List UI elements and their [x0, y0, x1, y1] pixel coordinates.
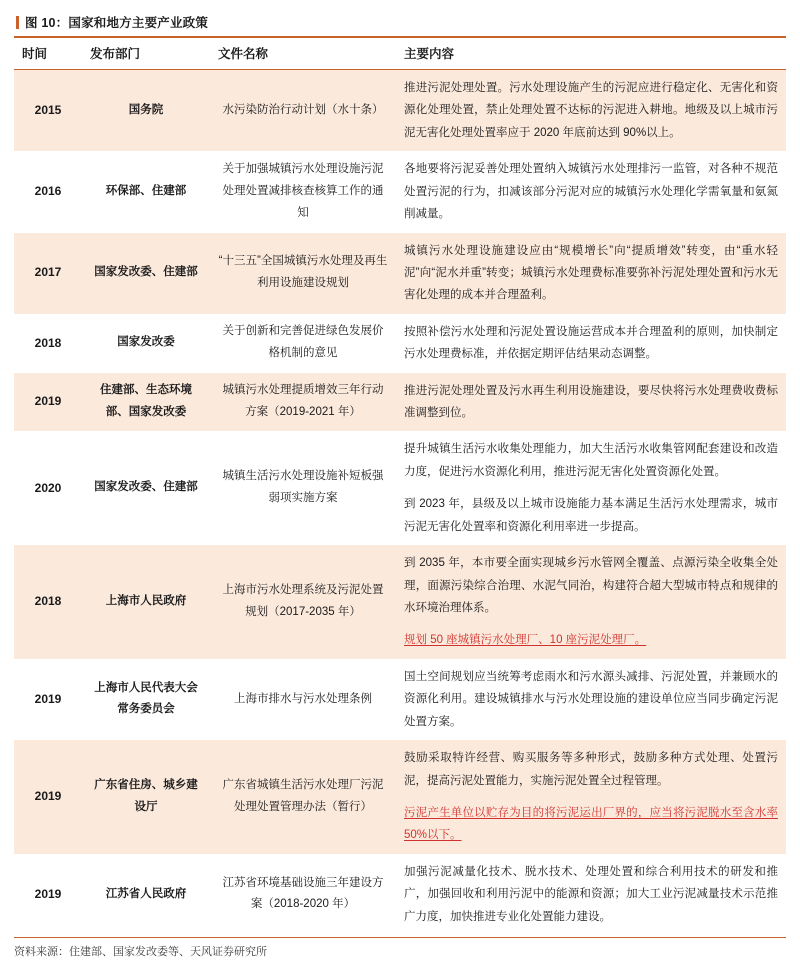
content-paragraph: 城镇污水处理设施建设应由“规模增长”向“提质增效”转变，由“重水轻泥”向“泥水并重”转变；城镇污水处理费标准要弥补污泥处理处置和污水无害化处理的成本并合理盈利。	[404, 244, 778, 302]
figure-title	[14, 10, 786, 38]
cell-content	[396, 70, 786, 152]
cell-content	[396, 854, 786, 935]
cell-department: 上海市人民政府	[82, 545, 210, 659]
cell-file-name: 城镇生活污水处理设施补短板强弱项实施方案	[210, 431, 396, 545]
content-paragraph: 鼓励采取特许经营、购买服务等多种形式，鼓励多种方式处理、处置污泥，提高污泥处置能力，实施污泥处置全过程管理。	[404, 752, 778, 787]
cell-department: 国家发改委、住建部	[82, 431, 210, 545]
content-paragraph: 到 2035 年，本市要全面实现城乡污水管网全覆盖、点源污染全收集全处理，面源污染综合治理、水泥气同治，构建符合超大型城市特点和规律的水环境治理体系。	[404, 557, 778, 615]
cell-time: 2015	[14, 70, 82, 152]
content-paragraph: 各地要将污泥妥善处理处置纳入城镇污水处理排污一监管，对各种不规范处置污泥的行为，扣减该部分污泥对应的城镇污水处理化学需氧量和氨氮削减量。	[404, 163, 778, 221]
content-paragraph: 提升城镇生活污水收集处理能力，加大生活污水收集管网配套建设和改造力度，促进污水资源化利用，推进污泥无害化处置资源化处置。	[404, 443, 778, 478]
content-paragraph: 国土空间规划应当统筹考虑雨水和污水源头减排、污泥处置，并兼顾水的资源化利用。建设城镇排水与污水处理设施的建设单位应当同步确定污泥处置方案。	[404, 670, 778, 728]
policy-table	[14, 38, 786, 935]
cell-content	[396, 431, 786, 545]
cell-file-name: 江苏省环境基础设施三年建设方案（2018-2020 年）	[210, 854, 396, 935]
cell-department: 广东省住房、城乡建设厅	[82, 740, 210, 854]
cell-file-name: 水污染防治行动计划（水十条）	[210, 70, 396, 152]
cell-time: 2020	[14, 431, 82, 545]
table-row	[14, 373, 786, 432]
content-paragraph: 推进污泥处理处置及污水再生利用设施建设，要尽快将污水处理费收费标准调整到位。	[404, 384, 778, 420]
cell-department: 国家发改委	[82, 314, 210, 373]
column-header-time: 时间	[14, 38, 82, 70]
cell-department: 江苏省人民政府	[82, 854, 210, 935]
cell-time: 2019	[14, 740, 82, 854]
table-row	[14, 854, 786, 935]
cell-department: 国务院	[82, 70, 210, 152]
column-header-content: 主要内容	[396, 38, 786, 70]
cell-time: 2016	[14, 151, 82, 232]
cell-content	[396, 373, 786, 432]
cell-department: 国家发改委、住建部	[82, 233, 210, 314]
cell-time: 2018	[14, 314, 82, 373]
column-header-department: 发布部门	[82, 38, 210, 70]
table-row	[14, 151, 786, 232]
table-row	[14, 740, 786, 854]
cell-content	[396, 545, 786, 659]
cell-content	[396, 314, 786, 373]
table-header-row	[14, 38, 786, 70]
content-highlight-paragraph: 规划 50 座城镇污水处理厂、10 座污泥处理厂。	[404, 634, 647, 647]
cell-file-name: 关于创新和完善促进绿色发展价格机制的意见	[210, 314, 396, 373]
content-paragraph: 加强污泥减量化技术、脱水技术、处理处置和综合利用技术的研发和推广，加强回收和利用污泥中的能源和资源；加大工业污泥减量技术示范推广力度，加快推进专业化处置能力建设。	[404, 865, 778, 923]
cell-content	[396, 740, 786, 854]
cell-time: 2019	[14, 373, 82, 432]
cell-file-name: “十三五”全国城镇污水处理及再生利用设施建设规划	[210, 233, 396, 314]
cell-file-name: 关于加强城镇污水处理设施污泥处理处置减排核查核算工作的通知	[210, 151, 396, 232]
cell-file-name: 城镇污水处理提质增效三年行动方案（2019-2021 年）	[210, 373, 396, 432]
title-accent-bar	[16, 16, 19, 29]
table-row	[14, 70, 786, 152]
content-highlight-paragraph: 污泥产生单位以贮存为目的将污泥运出厂界的，应当将污泥脱水至含水率 50%以下。	[404, 806, 778, 842]
cell-time: 2019	[14, 659, 82, 740]
cell-content	[396, 659, 786, 740]
cell-time: 2019	[14, 854, 82, 935]
cell-content	[396, 151, 786, 232]
table-row	[14, 431, 786, 545]
cell-file-name: 上海市污水处理系统及污泥处置规划（2017-2035 年）	[210, 545, 396, 659]
cell-file-name: 上海市排水与污水处理条例	[210, 659, 396, 740]
cell-file-name: 广东省城镇生活污水处理厂污泥处理处置管理办法（暂行）	[210, 740, 396, 854]
table-row	[14, 545, 786, 659]
cell-department: 环保部、住建部	[82, 151, 210, 232]
cell-time: 2017	[14, 233, 82, 314]
column-header-file: 文件名称	[210, 38, 396, 70]
cell-time: 2018	[14, 545, 82, 659]
table-row	[14, 314, 786, 373]
table-body	[14, 70, 786, 936]
table-row	[14, 233, 786, 314]
content-paragraph: 到 2023 年，县级及以上城市设施能力基本满足生活污水处理需求，城市污泥无害化处置率和资源化利用率进一步提高。	[404, 498, 778, 533]
figure-title-text: 图 10：国家和地方主要产业政策	[25, 16, 209, 30]
table-row	[14, 659, 786, 740]
cell-content	[396, 233, 786, 314]
cell-department: 住建部、生态环境部、国家发改委	[82, 373, 210, 432]
table-header	[14, 38, 786, 70]
cell-department: 上海市人民代表大会常务委员会	[82, 659, 210, 740]
source-note: 资料来源：住建部、国家发改委等、天风证券研究所	[14, 937, 786, 959]
content-paragraph: 推进污泥处理处置。污水处理设施产生的污泥应进行稳定化、无害化和资源化处理处置，禁止处理处置不达标的污泥进入耕地。地级及以上城市污泥无害化处理处置率应于 2020 年底前达到 90%以上。	[404, 82, 778, 139]
content-paragraph: 按照补偿污水处理和污泥处置设施运营成本并合理盈利的原则，加快制定污水处理费标准，并依据定期评估结果动态调整。	[404, 325, 778, 361]
